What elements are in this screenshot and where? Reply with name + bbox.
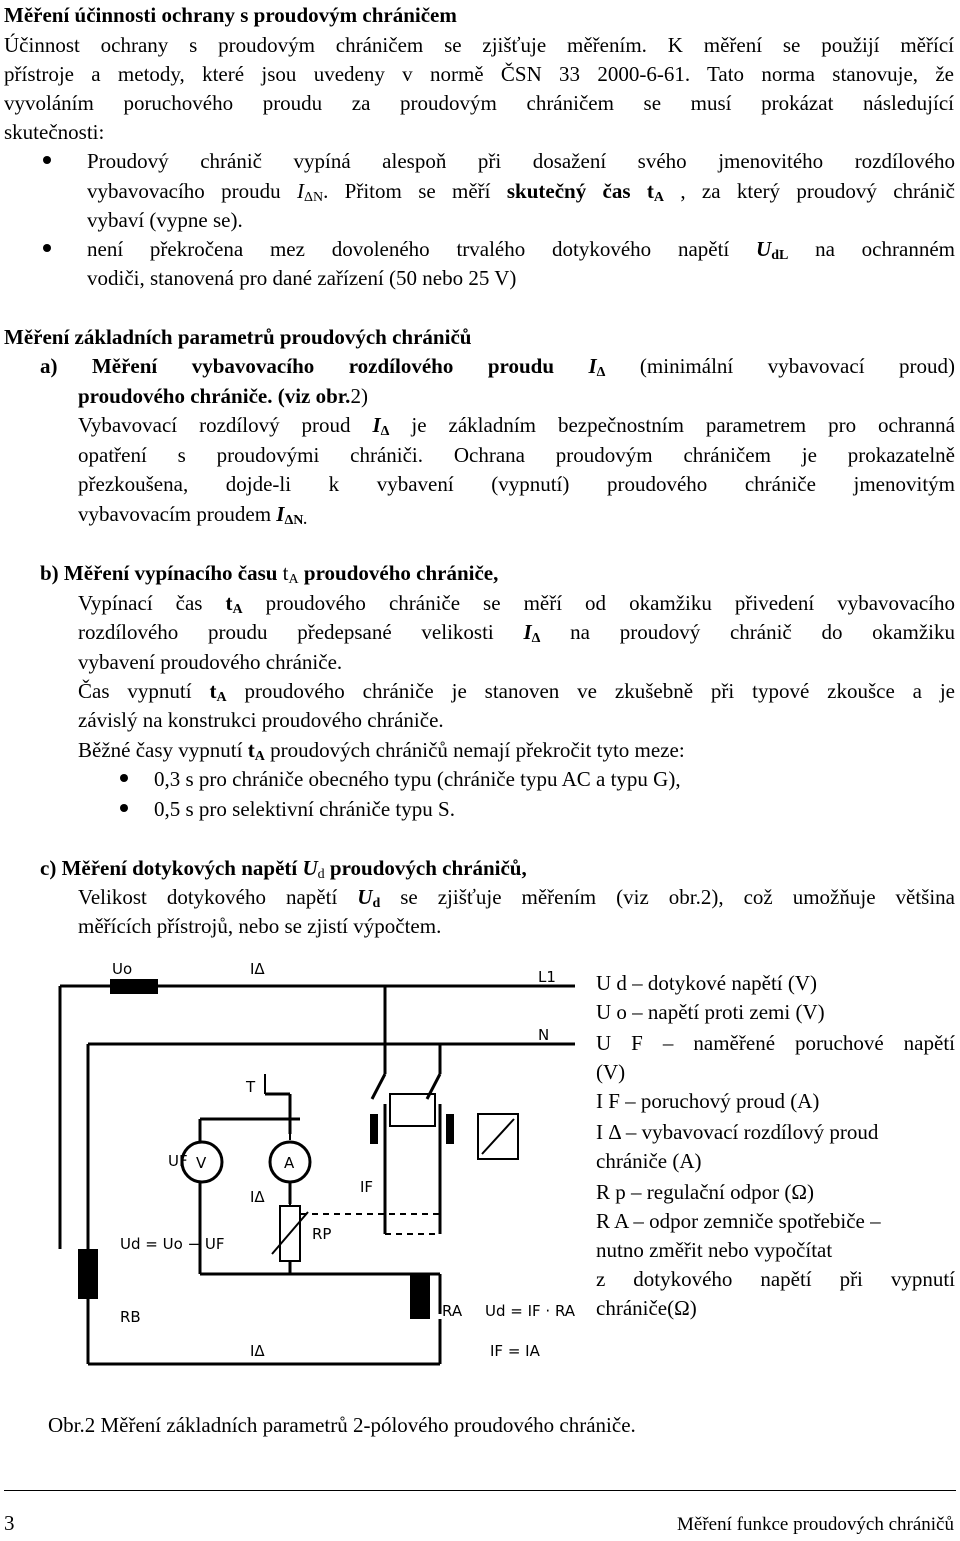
subsection-a-heading: a) Měření vybavovacího rozdílového proudu $I_\Delta$ (minimální vybavovací proud) <box>40 354 955 380</box>
label-a: A <box>284 1154 295 1172</box>
list-item: 0,3 s pro chrániče obecného typu (chrániče typu AC a typu G), <box>154 767 681 791</box>
label-idelta-bot: IΔ <box>250 1342 265 1360</box>
label-rp: RP <box>312 1225 332 1243</box>
legend-line: (V) <box>596 1060 626 1084</box>
intro-line: skutečnosti: <box>4 120 105 144</box>
paragraph-line: Vybavovací rozdílový proud $I_\Delta$ je základním bezpečnostním parametrem pro ochranná <box>78 413 955 439</box>
paragraph-line: vybavovacím proudem $I_{\Delta N.}$ <box>78 502 307 528</box>
bullet-line: vybavovacího proudu $I_{\Delta N}$. Přitom se měří skutečný čas $t_A$ , za který proudový chránič <box>87 179 955 205</box>
label-n: N <box>538 1026 550 1044</box>
label-l1: L1 <box>538 968 556 986</box>
bullet-line: vodiči, stanovená pro dané zařízení (50 nebo 25 V) <box>87 266 517 290</box>
paragraph-line: závislý na konstrukci proudového chrániče. <box>78 708 444 732</box>
subsection-c-heading: c) Měření dotykových napětí $U_d$ proudových chráničů, <box>40 856 527 882</box>
bullet-dot <box>43 244 51 252</box>
paragraph-line: Čas vypnutí $t_A$ proudového chrániče je stanoven ve zkušebně při typové zkoušce a je <box>78 679 956 705</box>
legend-line: U o – napětí proti zemi (V) <box>596 1000 825 1024</box>
bullet-line: vybaví (vypne se). <box>87 208 243 232</box>
label-idelta-top: IΔ <box>250 960 265 978</box>
label-if: IF <box>360 1178 374 1196</box>
paragraph-line: přezkoušena, dojde-li k vybavení (vypnutí) proudového chrániče jmenovitým <box>78 472 955 496</box>
bullet-line: Proudový chránič vypíná alespoň při dosažení svého jmenovitého rozdílového <box>87 149 955 173</box>
paragraph-line: opatření s proudovými chrániči. Ochrana proudovým chráničem je prokazatelně <box>78 443 955 467</box>
bullet-dot <box>120 774 128 782</box>
label-rb: RB <box>120 1308 141 1326</box>
figure-caption: Obr.2 Měření základních parametrů 2-pólového proudového chrániče. <box>48 1413 636 1437</box>
paragraph-line: Vypínací čas $t_A$ proudového chrániče se měří od okamžiku přivedení vybavovacího <box>78 591 955 617</box>
legend-line: U d – dotykové napětí (V) <box>596 971 818 995</box>
page-number: 3 <box>4 1511 15 1535</box>
label-v: V <box>196 1154 207 1172</box>
paragraph-line: měřících přístrojů, nebo se zjistí výpočtem. <box>78 914 442 938</box>
legend-line: z dotykového napětí při vypnutí <box>596 1267 955 1291</box>
bullet-line: není překročena mez dovoleného trvalého dotykového napětí $U_{dL}$ na ochranném <box>87 237 955 263</box>
legend-line: R A – odpor zemniče spotřebiče – <box>596 1209 881 1233</box>
label-t: T <box>246 1078 256 1096</box>
label-ud-if-ra: Ud = IF · RA <box>485 1302 576 1320</box>
paragraph-line: Běžné časy vypnutí $t_A$ proudových chráničů nemají překročit tyto meze: <box>78 738 685 764</box>
paragraph-line: Velikost dotykového napětí $U_d$ se zjišťuje měřením (viz obr.2), což umožňuje většina <box>78 885 955 911</box>
legend-line: nutno změřit nebo vypočítat <box>596 1238 833 1262</box>
legend-line: chrániče (A) <box>596 1149 702 1173</box>
running-footer: Měření funkce proudových chráničů <box>677 1514 954 1535</box>
legend-line: R p – regulační odpor (Ω) <box>596 1180 814 1204</box>
earth-rb <box>78 1249 98 1299</box>
paragraph-line: vybavení proudového chrániče. <box>78 650 343 674</box>
bullet-dot <box>120 804 128 812</box>
label-ra: RA <box>442 1302 463 1320</box>
paragraph-line: rozdílového proudu předepsané velikosti $I_\Delta$ na proudový chránič do okamžiku <box>78 620 955 646</box>
legend-line: U F – naměřené poruchové napětí <box>596 1031 955 1055</box>
subsection-b-heading: b) Měření vypínacího času $t_A$ proudového chrániče, <box>40 561 499 587</box>
label-uo: Uo <box>112 960 133 978</box>
intro-line: vyvoláním poruchového proudu za proudovým chráničem se musí prokázat následující <box>4 91 954 115</box>
earth-ra <box>410 1274 430 1319</box>
section-heading: Měření základních parametrů proudových chráničů <box>4 325 472 349</box>
legend-line: chrániče(Ω) <box>596 1296 697 1320</box>
rcd-measurement-diagram <box>50 944 580 1388</box>
legend-line: I F – poruchový proud (A) <box>596 1089 820 1113</box>
label-if-eq: IF = IA <box>490 1342 540 1360</box>
subsection-a-heading: proudového chrániče. (viz obr.2) <box>78 384 368 408</box>
uo-block <box>110 979 158 994</box>
footer-rule <box>4 1490 956 1491</box>
legend-line: I Δ – vybavovací rozdílový proud <box>596 1120 879 1144</box>
bullet-dot <box>43 156 51 164</box>
page-title: Měření účinnosti ochrany s proudovým chráničem <box>4 3 457 27</box>
list-item: 0,5 s pro selektivní chrániče typu S. <box>154 797 455 821</box>
label-ud-eq: Ud = Uo − UF <box>120 1235 225 1253</box>
label-idelta-mid: IΔ <box>250 1188 265 1206</box>
label-uf: UF <box>168 1152 188 1170</box>
intro-line: Účinnost ochrany s proudovým chráničem se zjišťuje měřením. K měření se použijí měřící <box>4 33 954 57</box>
intro-line: přístroje a metody, které jsou uvedeny v normě ČSN 33 2000-6-61. Tato norma stanovuje, že <box>4 62 954 86</box>
